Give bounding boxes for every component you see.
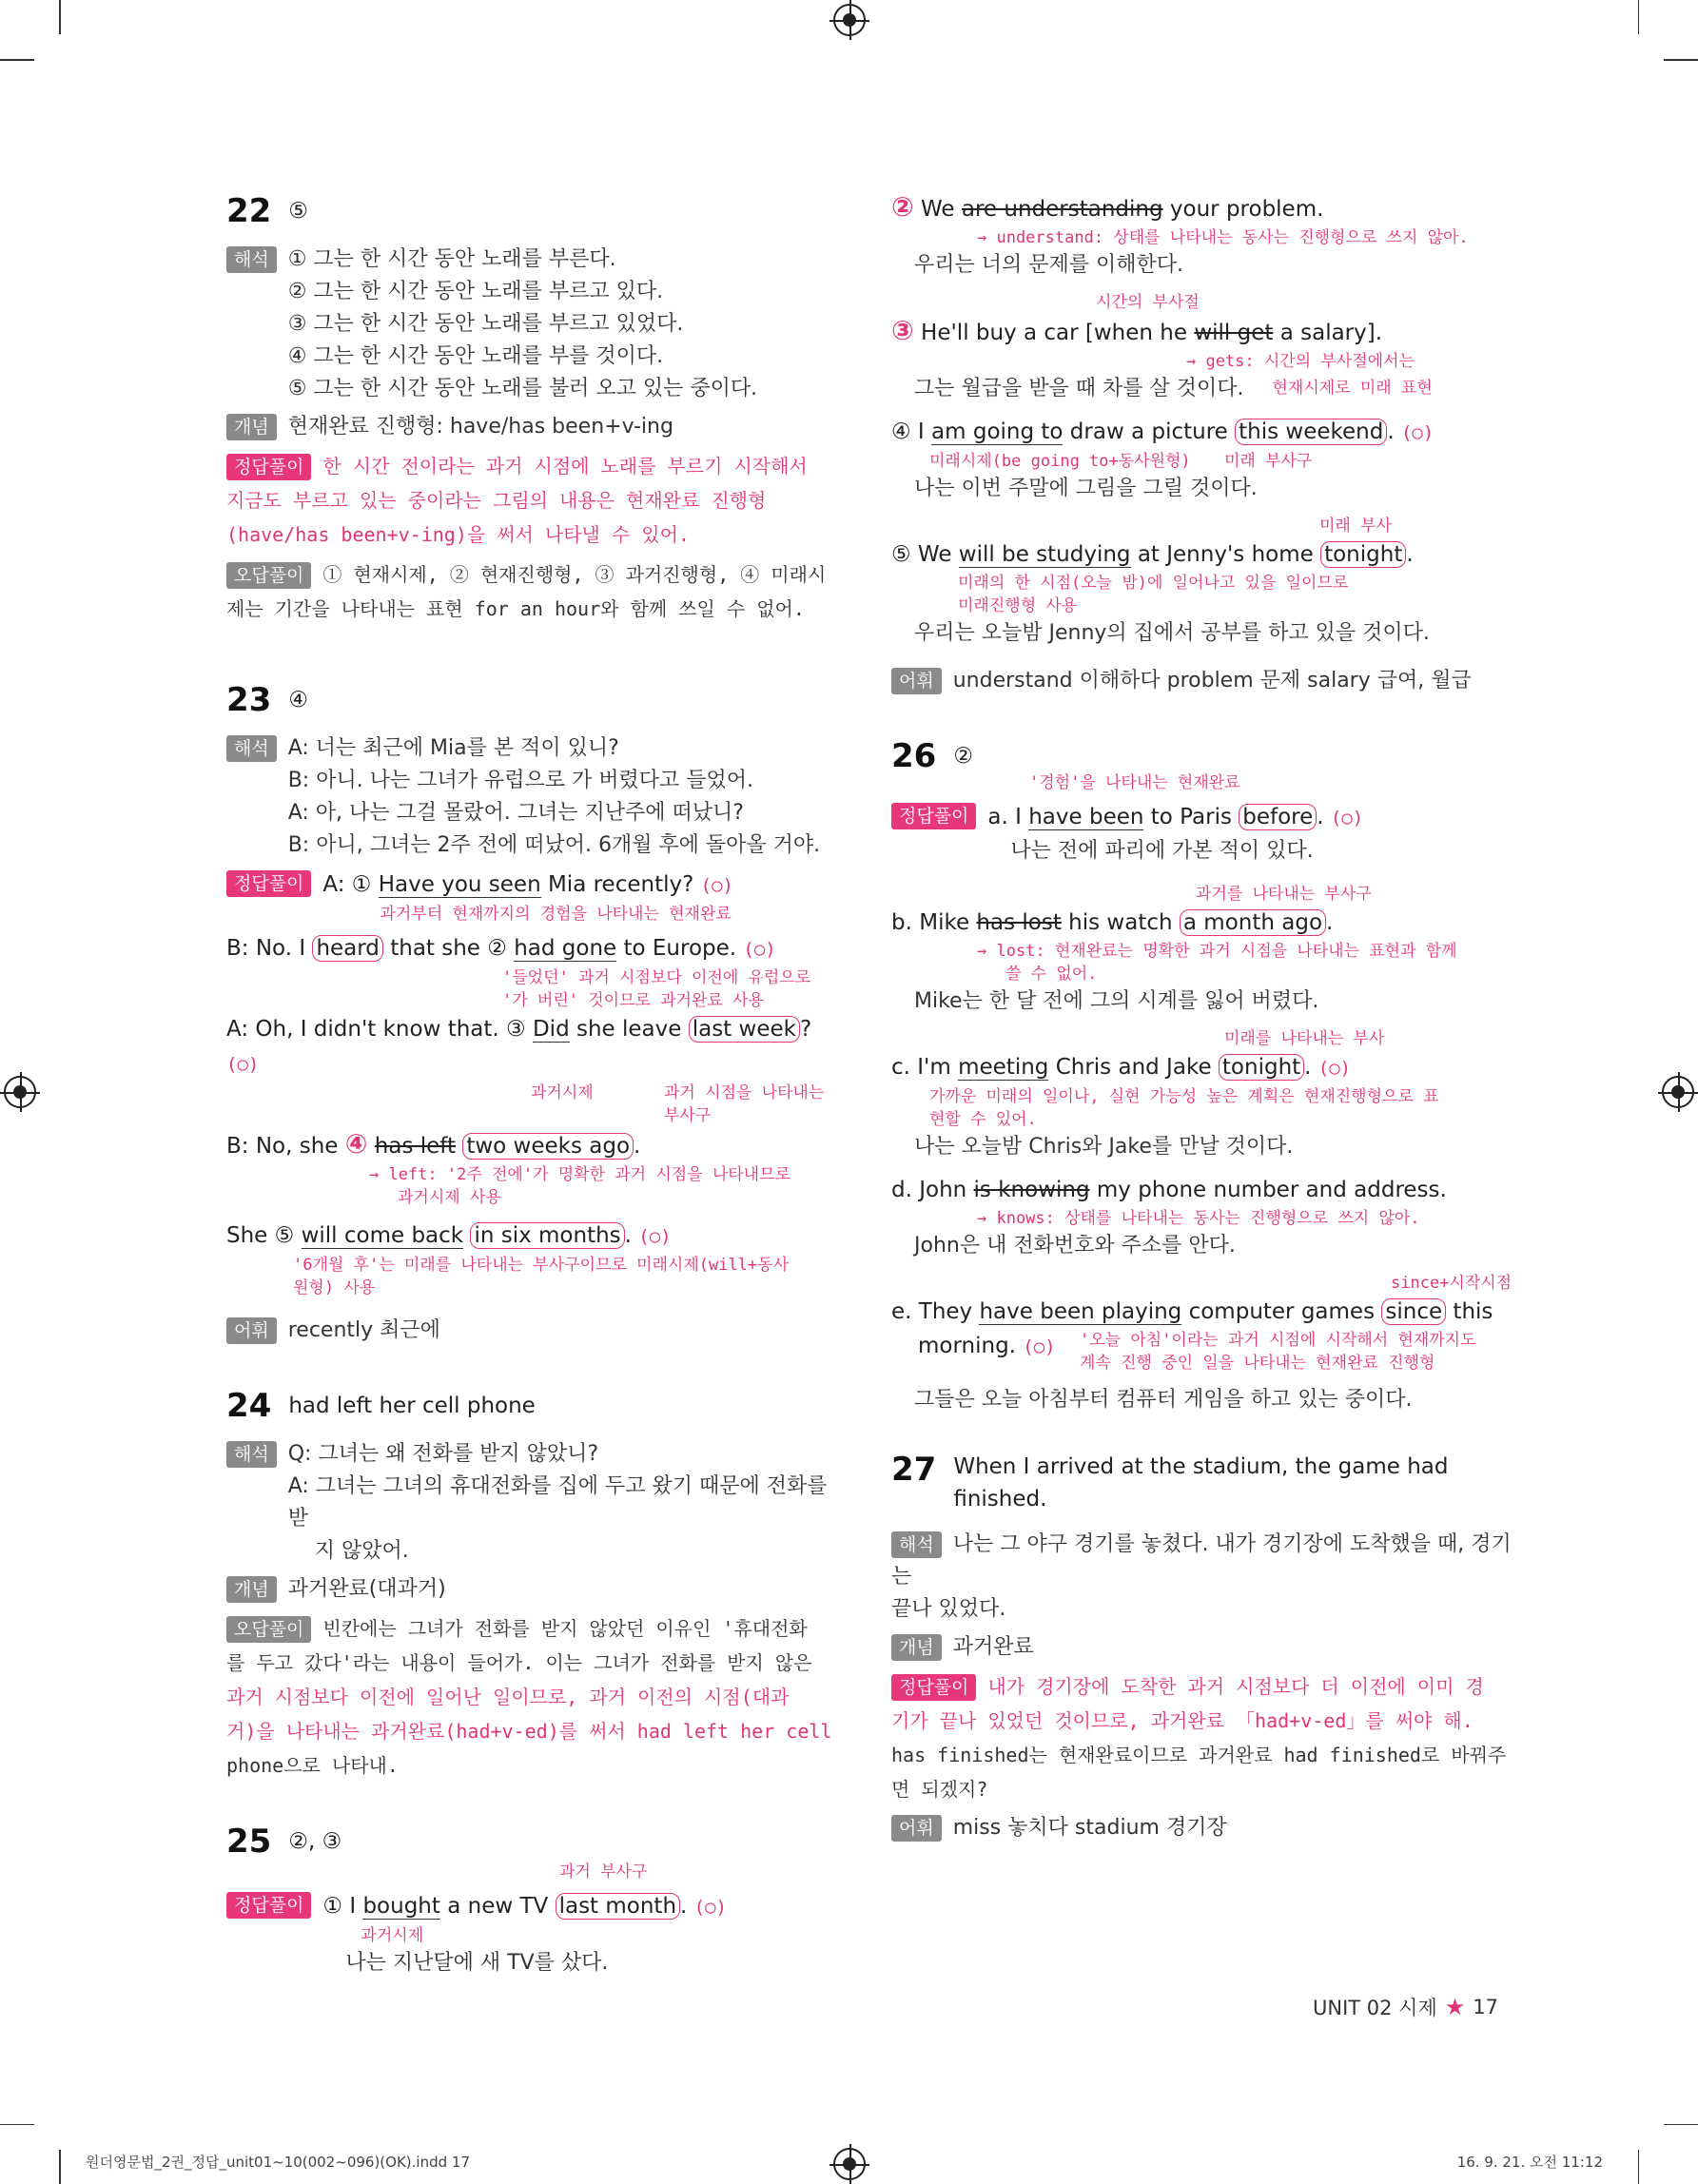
annotation: 과거부터 현재까지의 경험을 나타내는 현재완료 [380, 905, 732, 924]
answer-explanation-block [226, 1889, 845, 1979]
sentence: a. I have been to Paris before . (○) [987, 805, 1364, 829]
explanation-line: 거)을 나타내는 과거완료(had+v-ed)를 써서 had left her cell [226, 1720, 832, 1743]
translation-line: A: 아, 나는 그걸 몰랐어. 그녀는 지난주에 떠났니? [287, 801, 744, 825]
question-answer: ⑤ [288, 199, 308, 224]
annotation: 계속 진행 중인 일을 나타내는 현재완료 진행형 [1080, 1354, 1435, 1373]
question-number: 27 [891, 1451, 937, 1489]
wrong-explanation-block [226, 1611, 845, 1783]
star-icon: ★ [1444, 1994, 1466, 2020]
translation-line: B: 아니, 그녀는 2주 전에 떠났어. 6개월 후에 돌아올 거야. [287, 833, 821, 857]
sentence: b. Mike has lost his watch a month ago . [891, 910, 1334, 935]
sentence-translation: 나는 오늘밤 Chris와 Jake를 만날 것이다. [914, 1135, 1294, 1159]
tag-translation: 해석 [891, 1531, 942, 1558]
sentence-translation: 그는 월급을 받을 때 차를 살 것이다. [914, 377, 1244, 400]
annotation: since+시작시점 [1391, 1274, 1513, 1293]
annotation: → knows: 상태를 나타내는 동사는 진행형으로 쓰지 않아. [977, 1209, 1420, 1228]
crop-mark [0, 59, 34, 61]
sentence-continued: morning. (○) '오늘 아침'이라는 과거 시점에 시작해서 현재까지도 계속 진행 중인 일을 나타내는 현재완료 진행형 [918, 1331, 1476, 1373]
annotation: '경험'을 나타내는 현재완료 [1029, 773, 1240, 792]
crop-mark [59, 0, 61, 34]
registration-mark-icon [833, 2148, 866, 2180]
annotation: 과거 부사구 [559, 1862, 648, 1882]
translation-line: ① 그는 한 시간 동안 노래를 부른다. [287, 247, 616, 271]
registration-mark-icon [4, 1076, 36, 1108]
concept-block [891, 1631, 1519, 1664]
question-answer: When I arrived at the stadium, the game had [953, 1454, 1449, 1479]
annotation: 가까운 미래의 일이나, 실현 가능성 높은 계획은 현재진행형으로 표 [929, 1087, 1439, 1106]
annotation: '가 버린' 것이므로 과거완료 사용 [502, 991, 764, 1010]
translation-line: B: 아니. 나는 그녀가 유럽으로 가 버렸다고 들었어. [287, 769, 753, 792]
concept-text: 현재완료 진행형: have/has been+v-ing [287, 415, 673, 439]
annotation: 과거시제 [531, 1083, 594, 1102]
tag-answer: 정답풀이 [226, 870, 311, 897]
translation-line: A: 그녀는 그녀의 휴대전화를 집에 두고 왔기 때문에 전화를 받 [287, 1474, 828, 1531]
translation-line: A: 너는 최근에 Mia를 본 적이 있니? [287, 736, 619, 760]
sentence-translation: 나는 지난달에 새 TV를 샀다. [345, 1951, 609, 1975]
vocab-block [891, 1812, 1519, 1844]
translation-line: Q: 그녀는 왜 전화를 받지 않았니? [287, 1442, 599, 1466]
question-answer: ②, ③ [288, 1829, 342, 1854]
page-footer [1313, 1993, 1498, 2021]
explanation-line: 과거 시점보다 이전에 일어난 일이므로, 과거 이전의 시점(대과 [226, 1686, 790, 1708]
tag-vocab: 어휘 [226, 1317, 277, 1344]
question-23-header [226, 681, 845, 719]
annotation-row [226, 1082, 845, 1127]
question-number: 25 [226, 1823, 272, 1861]
vocab-text: miss 놓치다 stadium 경기장 [952, 1816, 1227, 1840]
tag-wrong: 오답풀이 [226, 562, 311, 589]
explanation-line: 면 되겠지? [891, 1778, 988, 1801]
sentence-translation: 나는 이번 주말에 그림을 그릴 것이다. [914, 477, 1258, 500]
annotation: 미래 부사 [1319, 517, 1392, 536]
sentence: B: No. I heard that she ② had gone to Europe. (○) [226, 936, 776, 961]
sentence-translation-row [891, 373, 1519, 405]
question-answer: ④ [288, 688, 308, 712]
tag-answer: 정답풀이 [891, 803, 976, 829]
translation-line: 나는 그 야구 경기를 놓쳤다. 내가 경기장에 도착했을 때, 경기는 [891, 1532, 1512, 1589]
annotation: → lost: 현재완료는 명확한 과거 시점을 나타내는 표현과 함께 [977, 942, 1457, 961]
tag-answer: 정답풀이 [891, 1674, 976, 1701]
sentence: A: ① Have you seen Mia recently? (○) [322, 872, 733, 897]
concept-block [226, 1573, 845, 1606]
annotation: '오늘 아침'이라는 과거 시점에 시작해서 현재까지도 [1080, 1331, 1476, 1350]
annotation: 미래시제(be going to+동사원형) [929, 452, 1191, 471]
question-answer: had left her cell phone [288, 1394, 536, 1418]
explanation-line: 기가 끝나 있었던 것이므로, 과거완료 「had+v-ed」를 써야 해. [891, 1709, 1474, 1732]
tag-concept: 개념 [891, 1634, 942, 1661]
tag-wrong: 오답풀이 [226, 1616, 311, 1643]
sentence: B: No, she ④ has left two weeks ago . [226, 1128, 641, 1160]
crop-mark [59, 2150, 61, 2184]
question-answer: ② [953, 744, 973, 769]
annotation: → left: '2주 전에'가 명확한 과거 시점을 나타내므로 [369, 1165, 790, 1184]
annotation: '6개월 후'는 미래를 나타내는 부사구이므로 미래시제(will+동사 [293, 1256, 789, 1275]
page-number: 17 [1473, 1996, 1498, 2018]
translation-line: 지 않았어. [314, 1539, 409, 1563]
tag-answer: 정답풀이 [226, 454, 311, 480]
annotation: 미래진행형 사용 [958, 596, 1078, 615]
annotation: 과거시제 [361, 1926, 424, 1945]
annotation: 미래를 나타내는 부사 [1224, 1029, 1385, 1048]
explanation-line: 지금도 부르고 있는 중이라는 그림의 내용은 현재완료 진행형 [226, 489, 767, 512]
concept-text: 과거완료 [952, 1635, 1034, 1659]
concept-block [226, 411, 845, 443]
annotation: 과거를 나타내는 부사구 [1196, 885, 1372, 904]
sentence: e. They have been playing computer games since this [891, 1299, 1493, 1324]
sentence: ④ I am going to draw a picture this weekend . (○) [891, 419, 1435, 444]
annotation: 쓸 수 없어. [1005, 965, 1098, 984]
translation-line: 끝나 있었다. [891, 1597, 1006, 1621]
annotation: 미래 부사구 [1224, 452, 1313, 471]
tag-answer: 정답풀이 [226, 1892, 311, 1919]
question-22-header [226, 192, 845, 230]
sentence-translation: 그들은 오늘 아침부터 컴퓨터 게임을 하고 있는 중이다. [914, 1388, 1413, 1412]
explanation-line: 빈칸에는 그녀가 전화를 받지 않았던 이유인 '휴대전화 [322, 1617, 808, 1640]
explanation-line: (have/has been+v-ing)을 써서 나타낼 수 있어. [226, 523, 690, 546]
crop-mark [1638, 0, 1640, 34]
sentence: c. I'm meeting Chris and Jake tonight . (○) [891, 1055, 1352, 1080]
explanation-line: 내가 경기장에 도착한 과거 시점보다 더 이전에 이미 경 [987, 1675, 1484, 1698]
annotation: → understand: 상태를 나타내는 동사는 진행형으로 쓰지 않아. [977, 228, 1469, 247]
annotation: 시간의 부사절 [1096, 293, 1200, 312]
question-26-header [891, 737, 1519, 775]
print-slug-file: 원더영문법_2권_정답_unit01~10(002~096)(OK).indd 17 [86, 2154, 470, 2171]
sentence: ⑤ We will be studying at Jenny's home tonight . [891, 542, 1414, 567]
sentence: d. John is knowing my phone number and address. [891, 1178, 1447, 1202]
sentence-translation: 우리는 오늘밤 Jenny의 집에서 공부를 하고 있을 것이다. [914, 621, 1430, 645]
sentence-translation: 우리는 너의 문제를 이해한다. [914, 253, 1183, 277]
annotation: 부사구 [664, 1106, 712, 1125]
annotation-row [891, 450, 1519, 473]
crop-mark [1664, 2124, 1698, 2126]
annotation: 과거 시점을 나타내는 [664, 1083, 825, 1102]
sentence: ① I bought a new TV last month . (○) [322, 1894, 727, 1919]
annotation: 현재시제로 미래 표현 [1272, 379, 1433, 398]
answer-explanation-block [226, 868, 845, 926]
tag-translation: 해석 [226, 246, 277, 273]
sentence-translation: John은 내 전화번호와 주소를 안다. [914, 1234, 1236, 1258]
vocab-block [891, 665, 1519, 697]
answer-explanation-block [226, 449, 845, 552]
sentence-translation: 나는 전에 파리에 가본 적이 있다. [1010, 839, 1314, 863]
sentence: She ⑤ will come back in six months . (○) [226, 1223, 672, 1248]
translation-line: ③ 그는 한 시간 동안 노래를 부르고 있었다. [287, 312, 684, 336]
question-number: 22 [226, 192, 272, 230]
explanation-line: ① 현재시제, ② 현재진행형, ③ 과거진행형, ④ 미래시 [322, 563, 827, 586]
translation-block [226, 244, 845, 405]
vocab-text: recently 최근에 [287, 1318, 440, 1342]
crop-mark [0, 2124, 34, 2126]
tag-concept: 개념 [226, 414, 277, 440]
translation-line: ② 그는 한 시간 동안 노래를 부르고 있다. [287, 280, 664, 303]
explanation-line: 를 두고 갔다'라는 내용이 들어가. 이는 그녀가 전화를 받지 않은 [226, 1651, 812, 1674]
unit-label: UNIT 02 시제 [1313, 1997, 1437, 2019]
explanation-line: 제는 기간을 나타내는 표현 for an hour와 함께 쓰일 수 없어. [226, 597, 805, 620]
tag-concept: 개념 [226, 1576, 277, 1603]
question-number: 26 [891, 737, 937, 775]
translation-block [891, 1529, 1519, 1626]
sentence-translation: Mike는 한 달 전에 그의 시계를 잃어 버렸다. [914, 989, 1319, 1013]
registration-mark-icon [1662, 1076, 1694, 1108]
tag-vocab: 어휘 [891, 668, 942, 694]
annotation: 현할 수 있어. [929, 1110, 1037, 1129]
translation-block [226, 732, 845, 862]
tag-translation: 해석 [226, 1441, 277, 1468]
answer-explanation-block [891, 800, 1519, 868]
explanation-line: has finished는 현재완료이므로 과거완료 had finished로 바꿔주 [891, 1744, 1507, 1766]
crop-mark [1664, 59, 1698, 61]
annotation: → gets: 시간의 부사절에서는 [1186, 352, 1415, 371]
sentence: ② We are understanding your problem. [891, 191, 1324, 223]
answer-explanation-block [891, 1669, 1519, 1806]
annotation: 원형) 사용 [293, 1278, 376, 1297]
explanation-line: 한 시간 전이라는 과거 시점에 노래를 부르기 시작해서 [322, 455, 808, 478]
annotation: '들었던' 과거 시점보다 이전에 유럽으로 [502, 968, 811, 987]
crop-mark [1638, 2150, 1640, 2184]
question-number: 24 [226, 1387, 272, 1425]
vocab-block [226, 1315, 845, 1347]
annotation: 미래의 한 시점(오늘 밤)에 일어나고 있을 일이므로 [958, 574, 1349, 593]
sentence: ③ He'll buy a car [when he will get a salary]. [891, 315, 1383, 346]
question-answer: finished. [953, 1487, 1047, 1511]
tag-vocab: 어휘 [891, 1815, 942, 1842]
wrong-explanation-block [226, 557, 845, 626]
question-27-header [891, 1451, 1519, 1515]
question-24-header [226, 1387, 845, 1425]
translation-line: ④ 그는 한 시간 동안 노래를 부를 것이다. [287, 344, 664, 368]
tag-translation: 해석 [226, 735, 277, 762]
question-number: 23 [226, 681, 272, 719]
left-column [226, 181, 845, 1985]
explanation-line: phone으로 나타내. [226, 1754, 399, 1777]
vocab-text: understand 이해하다 problem 문제 salary 급여, 월급 [952, 669, 1472, 692]
translation-block [226, 1438, 845, 1568]
question-25-header [226, 1823, 845, 1861]
concept-text: 과거완료(대과거) [287, 1577, 446, 1601]
annotation: 과거시제 사용 [398, 1188, 501, 1207]
right-column [891, 190, 1519, 1850]
translation-line: ⑤ 그는 한 시간 동안 노래를 불러 오고 있는 중이다. [287, 377, 758, 400]
registration-mark-icon [833, 4, 866, 36]
sentence: A: Oh, I didn't know that. ③ Did she leave last week ? (○) [226, 1017, 812, 1075]
print-slug-date: 16. 9. 21. 오전 11:12 [1456, 2154, 1603, 2171]
